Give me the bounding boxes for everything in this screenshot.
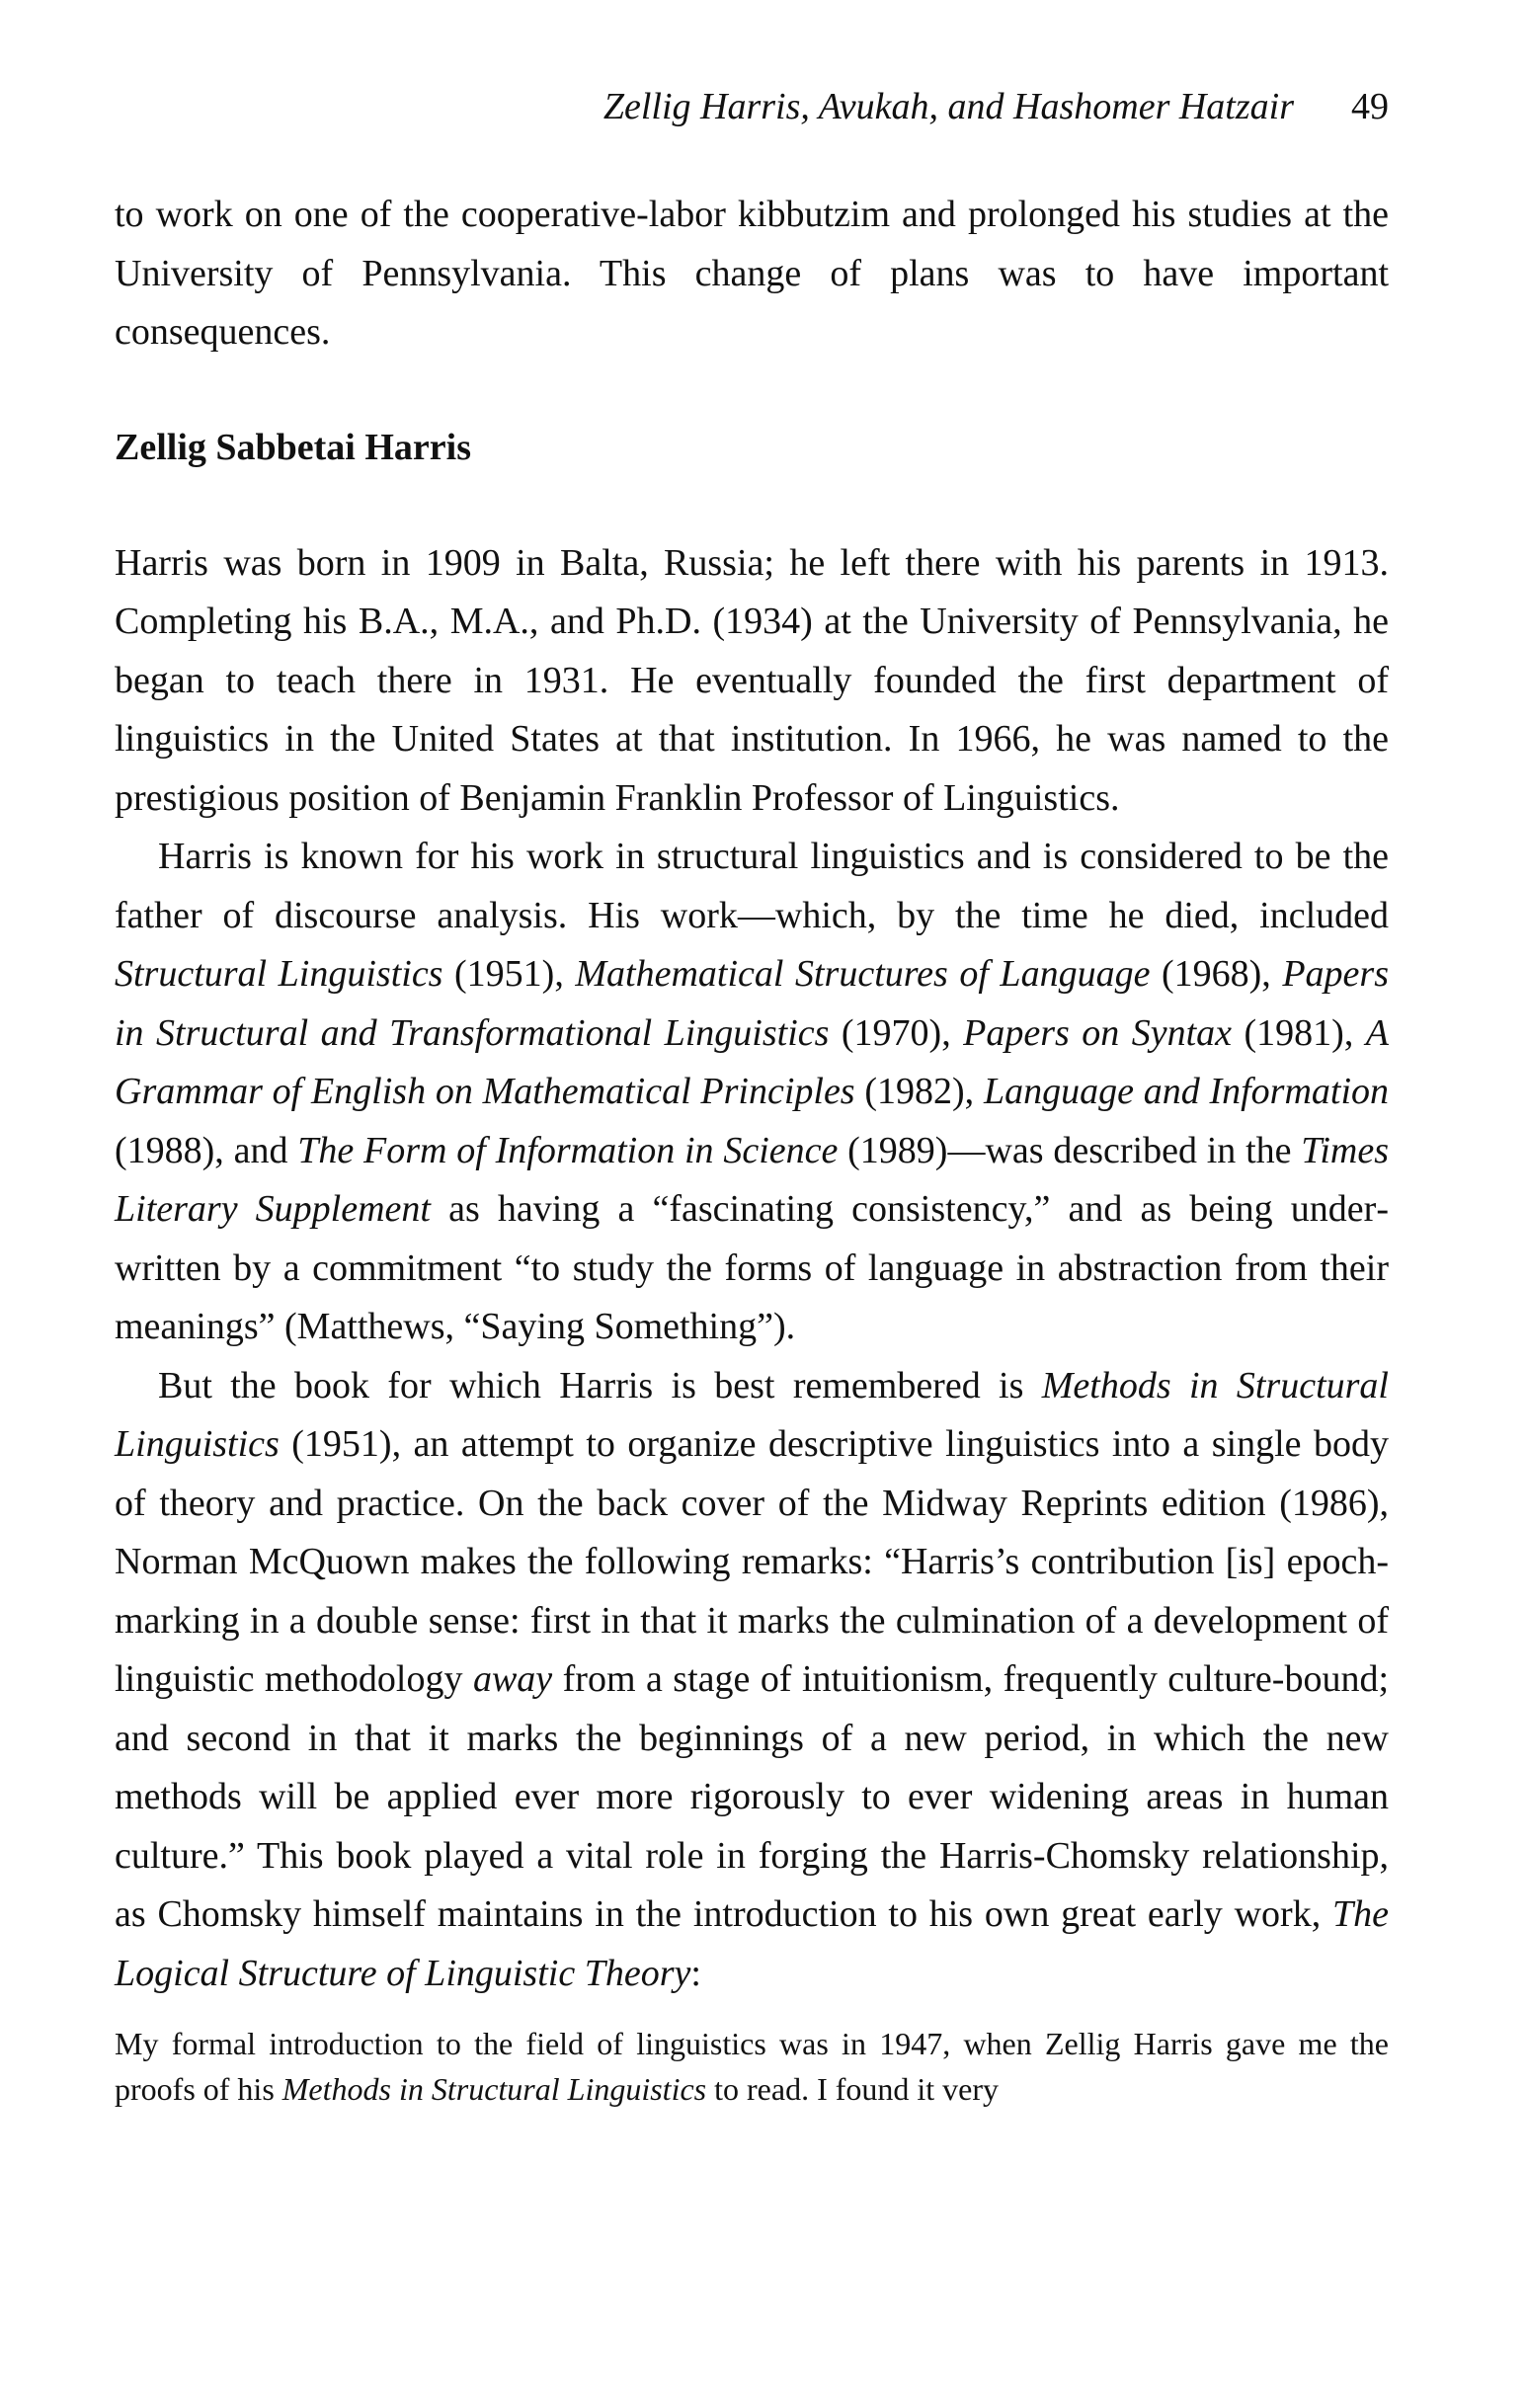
text-span: from a stage of intuitionism, frequently culture-bound; and second in that it marks the beginnings of a new period, in which the new methods will be applied ever more rigorously to ever widening areas in human culture.” This book played a vital role in forging the Harris-Chomsky relationship, as Chomsky himself maintains in the introduction to his own great early work, <box>115 1658 1390 1935</box>
text-span: Harris is known for his work in structural linguistics and is considered to be the father of discourse analysis. His work—which, by the time he died, included <box>115 836 1389 936</box>
text-span: (1988), and <box>115 1129 298 1171</box>
book-title: Structural Linguistics <box>115 953 443 995</box>
book-title: Methods in Structural Linguistics <box>115 1364 1389 1465</box>
book-title: A Grammar of English on Mathematical Principles <box>115 1011 1390 1112</box>
text-span: (1968), <box>1150 953 1283 995</box>
text-span: (1970), <box>829 1011 964 1054</box>
text-span: as having a “fascinating consistency,” and as being underwritten by a commitment “to study the forms of language in abstraction from their meanings” (Matthews, “Saying Something”). <box>115 1188 1389 1347</box>
book-title: Papers on Syntax <box>963 1011 1233 1054</box>
book-title: Methods in Structural Linguistics <box>281 2071 707 2107</box>
text-span: to read. I found it very <box>706 2071 1000 2107</box>
book-title: Mathematical Structures of Language <box>575 953 1151 995</box>
text-span: (1981), <box>1232 1011 1366 1054</box>
text-span: (1951), an attempt to organize descriptive linguistics into a single body of theory and practice. On the back cover of the Midway Reprints edition (1986), Norman McQuown makes the following remarks: “Harris’s contribution [is] epoch-marking in a double sense: first in that it marks the culmination of a development of linguistic methodology <box>115 1423 1389 1700</box>
text-span: My formal introduction to the field of linguistics was in 1947, when Zellig Harris gave me the proofs of his <box>115 2026 1389 2107</box>
book-title: The Logical Structure of Linguistic Theory <box>115 1893 1389 1994</box>
block-quote <box>115 2021 1389 2112</box>
text-span: (1982), <box>854 1071 984 1112</box>
running-head-title: Zellig Harris, Avukah, and Hashomer Hatzair <box>602 86 1294 127</box>
paragraph-methods <box>115 1357 1389 2004</box>
body-text <box>115 186 1389 2112</box>
publication-title: Times Literary Supplement <box>115 1129 1389 1230</box>
emphasis: away <box>472 1658 553 1700</box>
book-title: Language and Information <box>983 1071 1390 1112</box>
page-number: 49 <box>1351 86 1389 127</box>
book-page <box>115 77 1389 2388</box>
paragraph-continued: to work on one of the cooperative-labor kibbutzim and prolonged his studies at the University of Pennsylvania. This change of plans was to have important consequences. <box>115 194 1389 353</box>
text-span: : <box>690 1952 701 1994</box>
book-title: The Form of Information in Science <box>297 1129 839 1171</box>
text-span: But the book for which Harris is best remembered is <box>158 1364 1042 1406</box>
section-heading: Zellig Sabbetai Harris <box>115 426 471 468</box>
paragraph-works <box>115 828 1389 1357</box>
book-title: Papers in Structural and Transformational Linguistics <box>115 953 1389 1054</box>
text-span: (1989)—was described in the <box>838 1129 1302 1171</box>
paragraph-biography: Harris was born in 1909 in Balta, Russia; he left there with his parents in 1913. Completing his B.A., M.A., and Ph.D. (1934) at the University of Pennsylvania, he began to teach there in 1931. He eventually founded the first department of linguistics in the United States at that institution. In 1966, he was named to the prestigious position of Benjamin Franklin Professor of Linguistics. <box>115 541 1389 819</box>
running-head <box>115 77 1389 136</box>
text-span: (1951), <box>442 953 576 995</box>
